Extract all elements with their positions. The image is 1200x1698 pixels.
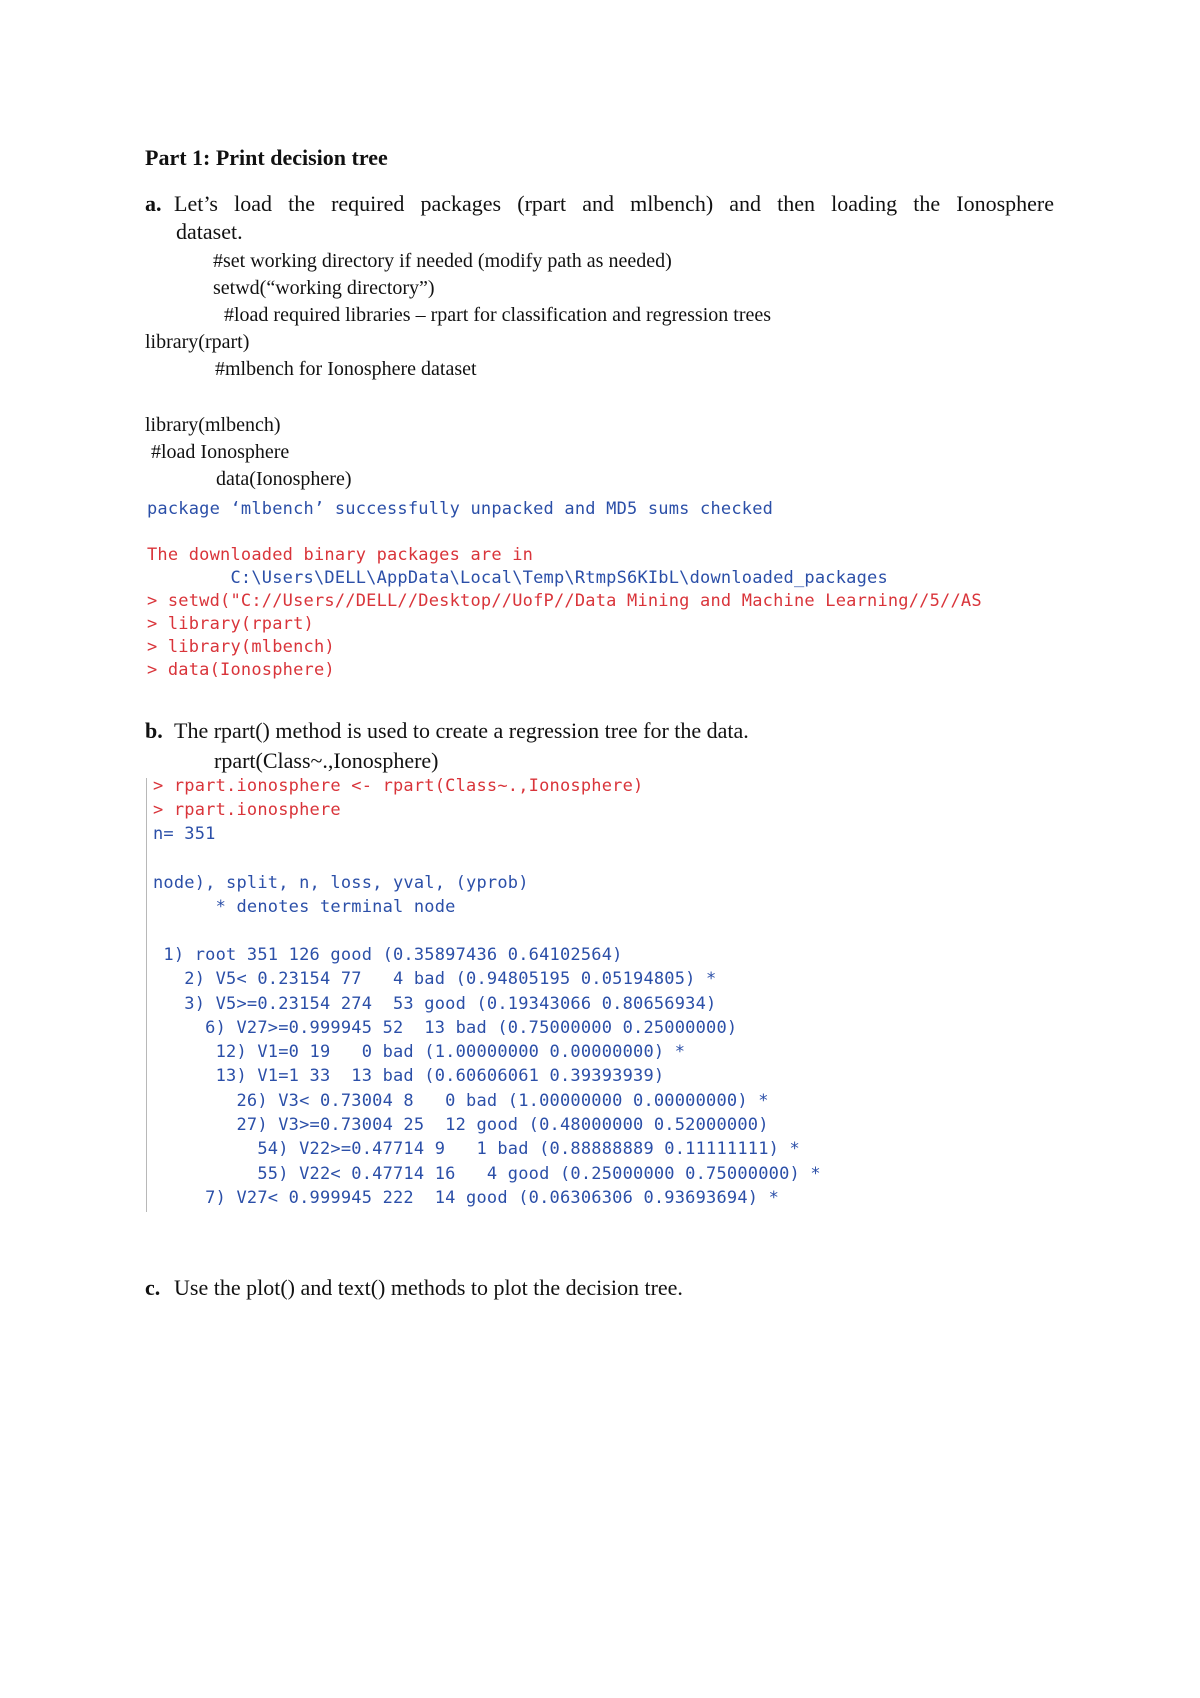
tree-node-6: 6) V27>=0.999945 52 13 bad (0.75000000 0.25000000) [153, 1017, 738, 1038]
tree-node-26: 26) V3< 0.73004 8 0 bad (1.00000000 0.00000000) * [153, 1090, 769, 1111]
console-cmd-library-rpart: > library(rpart) [147, 614, 314, 634]
section-a-line1: Let’s load the required packages (rpart and mlbench) and then loading the Ionosphere [174, 191, 1054, 216]
console-cmd-library-mlbench: > library(mlbench) [147, 637, 335, 657]
console-cmd-rpart: > rpart.ionosphere <- rpart(Class~.,Ionosphere) [153, 776, 644, 796]
tree-node-12: 12) V1=0 19 0 bad (1.00000000 0.00000000) * [153, 1042, 686, 1063]
section-b-marker [145, 718, 163, 744]
console-cmd-data: > data(Ionosphere) [147, 660, 335, 680]
console-downloaded-binary: The downloaded binary packages are in [147, 545, 534, 565]
console-legend-terminal: * denotes terminal node [153, 897, 456, 917]
section-c-label: c. [145, 1275, 161, 1300]
tree-node-1: 1) root 351 126 good (0.35897436 0.64102564) [153, 945, 623, 965]
section-b-line2: rpart(Class~.,Ionosphere) [214, 748, 439, 773]
tree-node-55: 55) V22< 0.47714 16 4 good (0.25000000 0.75000000) * [153, 1163, 821, 1184]
tree-node-13: 13) V1=1 33 13 bad (0.60606061 0.39393939) [153, 1066, 665, 1087]
section-c-line1: Use the plot() and text() methods to plot the decision tree. [174, 1275, 683, 1300]
console-left-border [146, 778, 147, 1212]
tree-node-7: 7) V27< 0.999945 222 14 good (0.06306306 0.93693694) * [153, 1187, 780, 1208]
console-legend-fields: node), split, n, loss, yval, (yprob) [153, 873, 529, 893]
console-cmd-setwd: > setwd("C://Users//DELL//Desktop//UofP//Data Mining and Machine Learning//5//AS [147, 591, 982, 611]
console-cmd-print: > rpart.ionosphere [153, 800, 341, 820]
tree-node-2: 2) V5< 0.23154 77 4 bad (0.94805195 0.05194805) * [153, 969, 717, 990]
part1-heading: Part 1: Print decision tree [145, 145, 388, 170]
tree-node-27: 27) V3>=0.73004 25 12 good (0.48000000 0.52000000) [153, 1115, 769, 1136]
code-library-rpart: library(rpart) [145, 331, 250, 353]
section-a-marker [145, 191, 162, 217]
tree-node-3: 3) V5>=0.23154 274 53 good (0.19343066 0.80656934) [153, 993, 717, 1014]
code-data-ionosphere: data(Ionosphere) [216, 468, 352, 490]
console-package-unpacked: package ‘mlbench’ successfully unpacked and MD5 sums checked [147, 499, 774, 519]
section-b-line1: The rpart() method is used to create a regression tree for the data. [174, 718, 749, 743]
code-comment-mlbench: #mlbench for Ionosphere dataset [215, 358, 477, 380]
code-comment-libraries: #load required libraries – rpart for classification and regression trees [224, 304, 772, 326]
section-c-marker [145, 1275, 160, 1301]
code-comment-ionosphere: #load Ionosphere [151, 441, 290, 463]
console-downloaded-path: C:\Users\DELL\AppData\Local\Temp\RtmpS6KIbL\downloaded_packages [147, 568, 888, 588]
section-b-label: b. [145, 718, 163, 743]
console-n: n= 351 [153, 824, 216, 844]
section-a-label: a. [145, 191, 162, 216]
code-setwd: setwd(“working directory”) [213, 277, 435, 299]
code-library-mlbench: library(mlbench) [145, 414, 281, 436]
section-a-line2: dataset. [176, 219, 243, 244]
tree-output [153, 945, 821, 1212]
tree-node-54: 54) V22>=0.47714 9 1 bad (0.88888889 0.11111111) * [153, 1139, 800, 1160]
code-comment-setwd: #set working directory if needed (modify path as needed) [213, 250, 672, 272]
